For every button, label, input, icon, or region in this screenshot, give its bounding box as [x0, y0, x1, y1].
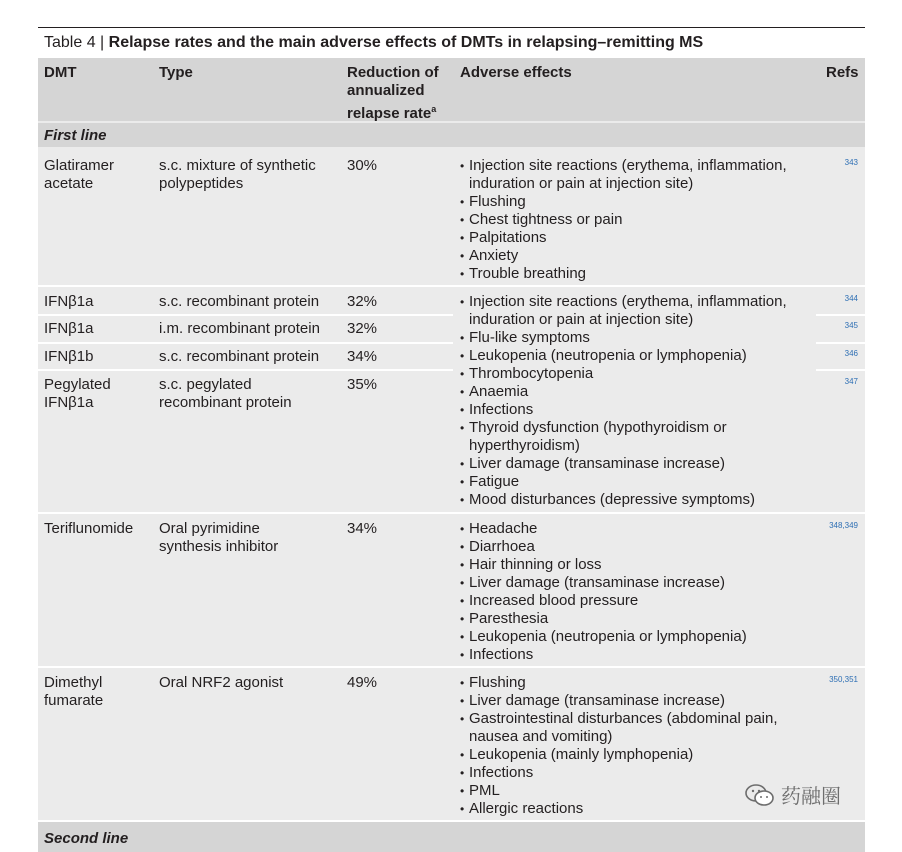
- row-ifnb1a-im-reduction: 32%: [347, 320, 378, 337]
- adverse-effect-item: • Gastrointestinal disturbances (abdominal pain, nausea and vomiting): [460, 710, 778, 746]
- section-second-line-label: [44, 830, 128, 838]
- row-ifnb1a-sc-type: s.c. recombinant protein: [159, 293, 320, 310]
- adverse-effect-item: • Anaemia: [460, 383, 787, 401]
- table-caption: [44, 33, 703, 53]
- row-dmf-effects: [460, 674, 778, 818]
- row-separator: [816, 369, 865, 371]
- header-dmt: DMT: [44, 64, 77, 81]
- adverse-effect-item: • PML: [460, 782, 778, 800]
- row-ifnb1b-type: s.c. recombinant protein: [159, 348, 320, 365]
- header-reduction: [347, 64, 439, 123]
- adverse-effect-item: • Headache: [460, 520, 747, 538]
- top-rule: [38, 27, 865, 28]
- section-first-line-label: First line: [44, 127, 107, 144]
- adverse-effect-item: • Flu-like symptoms: [460, 329, 787, 347]
- adverse-effect-item: • Thrombocytopenia: [460, 365, 787, 383]
- row-teriflunomide-type: Oral pyrimidine synthesis inhibitor: [159, 520, 279, 555]
- row-glatiramer-ref: 343: [844, 158, 858, 167]
- adverse-effect-item: • Flushing: [460, 674, 778, 692]
- adverse-effect-item: • Injection site reactions (erythema, inflammation, induration or pain at injection site): [460, 157, 787, 193]
- row-glatiramer-type: s.c. mixture of synthetic polypeptides: [159, 157, 316, 192]
- ifn-shared-effects: [460, 293, 787, 509]
- watermark-text: 药融圈: [781, 786, 841, 808]
- adverse-effect-item: • Liver damage (transaminase increase): [460, 455, 787, 473]
- adverse-effect-item: • Infections: [460, 646, 747, 664]
- table-title: Relapse rates and the main adverse effects of DMTs in relapsing–remitting MS: [108, 34, 704, 51]
- row-teriflunomide-dmt: Teriflunomide: [44, 520, 134, 537]
- row-ifnb1b-ref: 346: [844, 349, 858, 358]
- adverse-effect-item: • Chest tightness or pain: [460, 211, 787, 229]
- row-glatiramer-reduction: 30%: [347, 157, 378, 174]
- row-dmf-ref: 350,351: [829, 675, 858, 684]
- row-dmf-dmt: Dimethyl fumarate: [44, 674, 104, 709]
- adverse-effect-item: • Allergic reactions: [460, 800, 778, 818]
- row-ifnb1a-im-ref: 345: [844, 321, 858, 330]
- row-separator: [38, 285, 865, 287]
- adverse-effect-item: • Leukopenia (neutropenia or lymphopenia): [460, 347, 787, 365]
- row-ifnb1b-dmt: IFNβ1b: [44, 348, 94, 365]
- header-adverse-effects: Adverse effects: [460, 64, 572, 81]
- row-dmf-reduction: 49%: [347, 674, 378, 691]
- row-ifnb1b-reduction: 34%: [347, 348, 378, 365]
- adverse-effect-item: • Increased blood pressure: [460, 592, 747, 610]
- wechat-icon: [745, 783, 775, 807]
- row-ifnb1a-sc-dmt: IFNβ1a: [44, 293, 94, 310]
- adverse-effect-item: • Injection site reactions (erythema, inflammation, induration or pain at injection site): [460, 293, 787, 329]
- dmt-table: [38, 58, 865, 845]
- row-separator: [816, 342, 865, 344]
- adverse-effect-item: • Anxiety: [460, 247, 787, 265]
- section-second-line: [38, 822, 865, 852]
- adverse-effect-item: • Infections: [460, 401, 787, 419]
- row-glatiramer-effects: [460, 157, 787, 283]
- adverse-effect-item: • Flushing: [460, 193, 787, 211]
- adverse-effect-item: • Leukopenia (neutropenia or lymphopenia): [460, 628, 747, 646]
- row-separator: [38, 342, 453, 344]
- row-separator: [38, 512, 865, 514]
- adverse-effect-item: • Diarrhoea: [460, 538, 747, 556]
- row-separator: [38, 314, 453, 316]
- row-ifnb1a-sc-ref: 344: [844, 294, 858, 303]
- adverse-effect-item: • Trouble breathing: [460, 265, 787, 283]
- adverse-effect-item: • Thyroid dysfunction (hypothyroidism or hyperthyroidism): [460, 419, 787, 455]
- table-label: Table 4 |: [44, 34, 109, 51]
- row-peg-ifnb1a-dmt: Pegylated IFNβ1a: [44, 376, 111, 411]
- row-separator: [38, 369, 453, 371]
- row-teriflunomide-reduction: 34%: [347, 520, 378, 537]
- adverse-effect-item: • Fatigue: [460, 473, 787, 491]
- header-reduction-text: Reduction of annualized relapse rate: [347, 64, 439, 122]
- table-header: [38, 58, 865, 121]
- row-ifnb1a-sc-reduction: 32%: [347, 293, 378, 310]
- row-separator: [38, 666, 865, 668]
- header-type: Type: [159, 64, 193, 81]
- watermark: [745, 780, 841, 809]
- adverse-effect-item: • Paresthesia: [460, 610, 747, 628]
- section-first-line: [38, 123, 865, 147]
- row-separator: [816, 314, 865, 316]
- row-teriflunomide-ref: 348,349: [829, 521, 858, 530]
- adverse-effect-item: • Liver damage (transaminase increase): [460, 574, 747, 592]
- row-ifnb1a-im-type: i.m. recombinant protein: [159, 320, 320, 337]
- header-refs: Refs: [826, 64, 859, 81]
- row-dmf-type: Oral NRF2 agonist: [159, 674, 284, 691]
- row-peg-ifnb1a-type: s.c. pegylated recombinant protein: [159, 376, 292, 411]
- row-teriflunomide-effects: [460, 520, 747, 664]
- header-reduction-footnote: a: [431, 104, 437, 114]
- row-peg-ifnb1a-reduction: 35%: [347, 376, 378, 393]
- row-peg-ifnb1a-ref: 347: [844, 377, 858, 386]
- adverse-effect-item: • Infections: [460, 764, 778, 782]
- adverse-effect-item: • Palpitations: [460, 229, 787, 247]
- adverse-effect-item: • Leukopenia (mainly lymphopenia): [460, 746, 778, 764]
- adverse-effect-item: • Liver damage (transaminase increase): [460, 692, 778, 710]
- adverse-effect-item: • Mood disturbances (depressive symptoms): [460, 491, 787, 509]
- row-glatiramer-dmt: Glatiramer acetate: [44, 157, 115, 192]
- adverse-effect-item: • Hair thinning or loss: [460, 556, 747, 574]
- row-ifnb1a-im-dmt: IFNβ1a: [44, 320, 94, 337]
